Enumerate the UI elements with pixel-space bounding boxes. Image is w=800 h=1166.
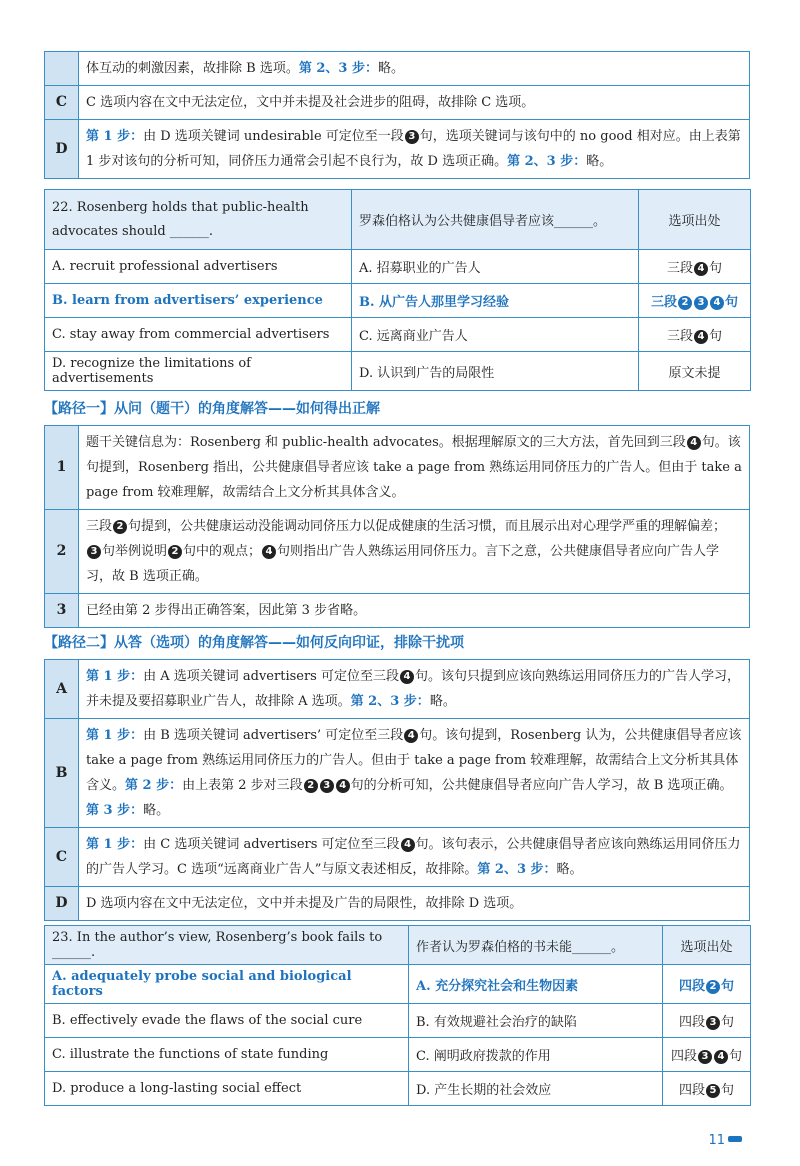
- circled-number: 2: [168, 545, 182, 559]
- option-row: [45, 352, 751, 391]
- option-row: [45, 318, 751, 352]
- question-zh: 罗森伯格认为公共健康倡导者应该______。: [352, 190, 639, 250]
- circled-number: 4: [262, 545, 276, 559]
- row-key: [45, 52, 79, 86]
- source-header: 选项出处: [663, 926, 751, 965]
- question-en: 23. In the author’s view, Rosenberg’s book fails to ______.: [45, 926, 409, 965]
- option-zh: B. 从广告人那里学习经验: [352, 284, 639, 318]
- option-en: A. recruit professional advertisers: [45, 250, 352, 284]
- circled-number: 4: [401, 838, 415, 852]
- page-decoration-icon: [728, 1136, 742, 1142]
- circled-number: 3: [694, 296, 708, 310]
- question-zh: 作者认为罗森伯格的书未能______。: [409, 926, 663, 965]
- row-text: 第 1 步：由 C 选项关键词 advertisers 可定位至三段 4 句。该句表示，公共健康倡导者应该向熟练运用同侪压力的广告人学习。C 选项“远离商业广告人”与原文表述相反，故排除。第 2、3 步：略。: [79, 828, 750, 887]
- option-zh: A. 招募职业的广告人: [352, 250, 639, 284]
- option-row: [45, 1004, 751, 1038]
- circled-number: 4: [694, 262, 708, 276]
- row-key: C: [45, 86, 79, 120]
- table-row: [45, 660, 750, 719]
- circled-number: 4: [710, 296, 724, 310]
- option-en: B. effectively evade the flaws of the social cure: [45, 1004, 409, 1038]
- page-number: 11: [708, 1133, 742, 1148]
- row-text: C 选项内容在文中无法定位，文中并未提及社会进步的阻碍，故排除 C 选项。: [79, 86, 750, 120]
- circled-number: 2: [678, 296, 692, 310]
- circled-number: 3: [706, 1016, 720, 1030]
- row-text: 第 1 步：由 D 选项关键词 undesirable 可定位至一段 3 句，选项关键词与该句中的 no good 相对应。由上表第 1 步对该句的分析可知，同侪压力通常会引起不良行为，故 D 选项正确。第 2、3 步：略。: [79, 120, 750, 179]
- route-2-table: [44, 659, 750, 921]
- option-source: 四段 5 句: [663, 1072, 751, 1106]
- table-row: [45, 887, 750, 921]
- top-analysis-table: [44, 51, 750, 179]
- row-key: 2: [45, 510, 79, 594]
- circled-number: 3: [87, 545, 101, 559]
- option-source: 三段 4 句: [639, 318, 751, 352]
- route-1-title: 【路径一】从问（题干）的角度解答——如何得出正解: [44, 401, 380, 417]
- option-source: 三段 2 3 4 句: [639, 284, 751, 318]
- question-header-row: [45, 190, 751, 250]
- row-key: 3: [45, 594, 79, 628]
- row-text: D 选项内容在文中无法定位，文中并未提及广告的局限性，故排除 D 选项。: [79, 887, 750, 921]
- table-row: [45, 719, 750, 828]
- option-zh: B. 有效规避社会治疗的缺陷: [409, 1004, 663, 1038]
- circled-number: 2: [706, 980, 720, 994]
- circled-number: 5: [706, 1084, 720, 1098]
- table-row: [45, 828, 750, 887]
- table-row: [45, 86, 750, 120]
- circled-number: 3: [698, 1050, 712, 1064]
- circled-number: 4: [404, 729, 418, 743]
- option-row: [45, 1038, 751, 1072]
- row-text: 题干关键信息为：Rosenberg 和 public-health advocates。根据理解原文的三大方法，首先回到三段 4 句。该句提到，Rosenberg 指出，公共健康倡导者应该 take a page from 熟练运用同侪压力的广告人。但由于 take a page from 较难理解，故需结合上文分析其具体含义。: [79, 426, 750, 510]
- row-text: 三段 2 句提到，公共健康运动没能调动同侪压力以促成健康的生活习惯，而且展示出对心理学严重的理解偏差；3 句举例说明 2 句中的观点； 4 句则指出广告人熟练运用同侪压力。言下之意，公共健康倡导者应向广告人学习，故 B 选项正确。: [79, 510, 750, 594]
- option-en: A. adequately probe social and biological factors: [45, 965, 409, 1004]
- option-zh: C. 远离商业广告人: [352, 318, 639, 352]
- option-zh: A. 充分探究社会和生物因素: [409, 965, 663, 1004]
- source-header: 选项出处: [639, 190, 751, 250]
- question-22-table: [44, 189, 751, 391]
- option-en: C. stay away from commercial advertisers: [45, 318, 352, 352]
- table-row: [45, 426, 750, 510]
- option-zh: C. 阐明政府拨款的作用: [409, 1038, 663, 1072]
- option-source: 四段 2 句: [663, 965, 751, 1004]
- row-text: 体互动的刺激因素，故排除 B 选项。第 2、3 步：略。: [79, 52, 750, 86]
- question-header-row: [45, 926, 751, 965]
- circled-number: 2: [304, 779, 318, 793]
- table-row: [45, 510, 750, 594]
- row-text: 第 1 步：由 B 选项关键词 advertisers’ 可定位至三段 4 句。该句提到，Rosenberg 认为，公共健康倡导者应该 take a page from 熟练运用同侪压力的广告人。但由于 take a page from 较难理解，故需结合上文分析其具体含义。第 2 步：由上表第 2 步对三段 2 3 4 句的分析可知，公共健康倡导者应向广告人学习，故 B 选项正确。第 3 步：略。: [79, 719, 750, 828]
- option-en: D. produce a long-lasting social effect: [45, 1072, 409, 1106]
- circled-number: 4: [336, 779, 350, 793]
- option-zh: D. 认识到广告的局限性: [352, 352, 639, 391]
- circled-number: 4: [714, 1050, 728, 1064]
- circled-number: 4: [694, 330, 708, 344]
- option-row-correct: [45, 965, 751, 1004]
- option-en: D. recognize the limitations of advertisements: [45, 352, 352, 391]
- option-en: B. learn from advertisers’ experience: [45, 284, 352, 318]
- circled-number: 2: [113, 520, 127, 534]
- table-row: [45, 120, 750, 179]
- route-2-title: 【路径二】从答（选项）的角度解答——如何反向印证，排除干扰项: [44, 635, 464, 651]
- row-text: 第 1 步：由 A 选项关键词 advertisers 可定位至三段 4 句。该句只提到应该向熟练运用同侪压力的广告人学习，并未提及要招募职业广告人，故排除 A 选项。第 2、3 步：略。: [79, 660, 750, 719]
- option-en: C. illustrate the functions of state funding: [45, 1038, 409, 1072]
- table-row: [45, 594, 750, 628]
- table-row: [45, 52, 750, 86]
- row-key: B: [45, 719, 79, 828]
- option-source: 四段 3 句: [663, 1004, 751, 1038]
- circled-number: 3: [320, 779, 334, 793]
- route-1-table: [44, 425, 750, 628]
- circled-number: 4: [400, 670, 414, 684]
- question-23-table: [44, 925, 751, 1106]
- question-en: 22. Rosenberg holds that public-health advocates should ______.: [45, 190, 352, 250]
- row-key: D: [45, 887, 79, 921]
- option-zh: D. 产生长期的社会效应: [409, 1072, 663, 1106]
- circled-number: 4: [687, 436, 701, 450]
- option-row: [45, 1072, 751, 1106]
- option-row-correct: [45, 284, 751, 318]
- circled-number: 3: [405, 130, 419, 144]
- row-key: A: [45, 660, 79, 719]
- option-source: 三段 4 句: [639, 250, 751, 284]
- option-row: [45, 250, 751, 284]
- row-key: D: [45, 120, 79, 179]
- option-source: 四段 3 4 句: [663, 1038, 751, 1072]
- option-source: 原文未提: [639, 352, 751, 391]
- row-text: 已经由第 2 步得出正确答案，因此第 3 步省略。: [79, 594, 750, 628]
- row-key: 1: [45, 426, 79, 510]
- row-key: C: [45, 828, 79, 887]
